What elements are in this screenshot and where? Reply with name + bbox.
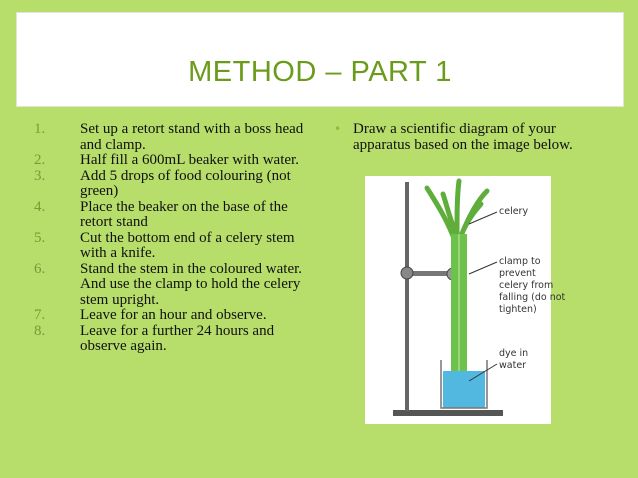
stand-rod <box>405 182 409 411</box>
list-item <box>34 308 324 324</box>
dye-water <box>443 371 485 408</box>
label-clamp <box>499 256 565 316</box>
list-item <box>34 153 324 169</box>
label-dye-line: dye in <box>499 348 529 359</box>
instruction-text: Draw a scientific diagram of your apparatus based on the image below. <box>353 121 573 153</box>
step-text: Half fill a 600mL beaker with water. <box>80 152 299 168</box>
boss-head <box>401 267 413 279</box>
bullet-dot-icon: • <box>334 122 342 136</box>
step-number: 1. <box>34 121 46 137</box>
apparatus-diagram <box>365 176 566 424</box>
list-item <box>34 200 324 231</box>
step-number: 2. <box>34 152 46 168</box>
slide-title: METHOD – PART 1 <box>188 56 452 88</box>
step-text: Leave for a further 24 hours and observe again. <box>80 322 275 354</box>
list-item <box>34 231 324 262</box>
step-text: Leave for an hour and observe. <box>80 307 267 323</box>
step-text: Add 5 drops of food colouring (not green) <box>80 167 291 199</box>
step-text: Set up a retort stand with a boss head and clamp. <box>80 121 304 153</box>
label-clamp-line: tighten) <box>499 304 537 315</box>
step-number: 5. <box>34 229 46 246</box>
list-item <box>34 122 324 153</box>
step-number: 8. <box>34 322 46 339</box>
label-clamp-line: falling (do not <box>499 292 566 303</box>
step-number: 4. <box>34 198 46 215</box>
celery-leaves <box>427 181 487 236</box>
list-item <box>34 169 324 200</box>
list-item <box>34 324 324 355</box>
title-band <box>16 12 624 107</box>
step-text: Stand the stem in the coloured water. And use the clamp to hold the celery stem upright. <box>80 260 303 308</box>
list-item <box>34 262 324 309</box>
label-celery: celery <box>499 206 529 217</box>
label-clamp-line: clamp to <box>499 256 541 267</box>
label-dye-line: water <box>499 360 527 371</box>
label-clamp-line: prevent <box>499 268 536 279</box>
step-number: 7. <box>34 307 46 323</box>
step-text: Place the beaker on the base of the retort stand <box>80 198 288 230</box>
step-number: 6. <box>34 260 46 277</box>
step-text: Cut the bottom end of a celery stem with a knife. <box>80 229 295 261</box>
label-dye <box>499 348 528 372</box>
stand-base <box>393 410 503 416</box>
step-number: 3. <box>34 167 46 184</box>
instruction-bullet <box>334 122 604 153</box>
label-clamp-line: celery from <box>499 280 554 291</box>
method-steps-list <box>34 122 324 355</box>
